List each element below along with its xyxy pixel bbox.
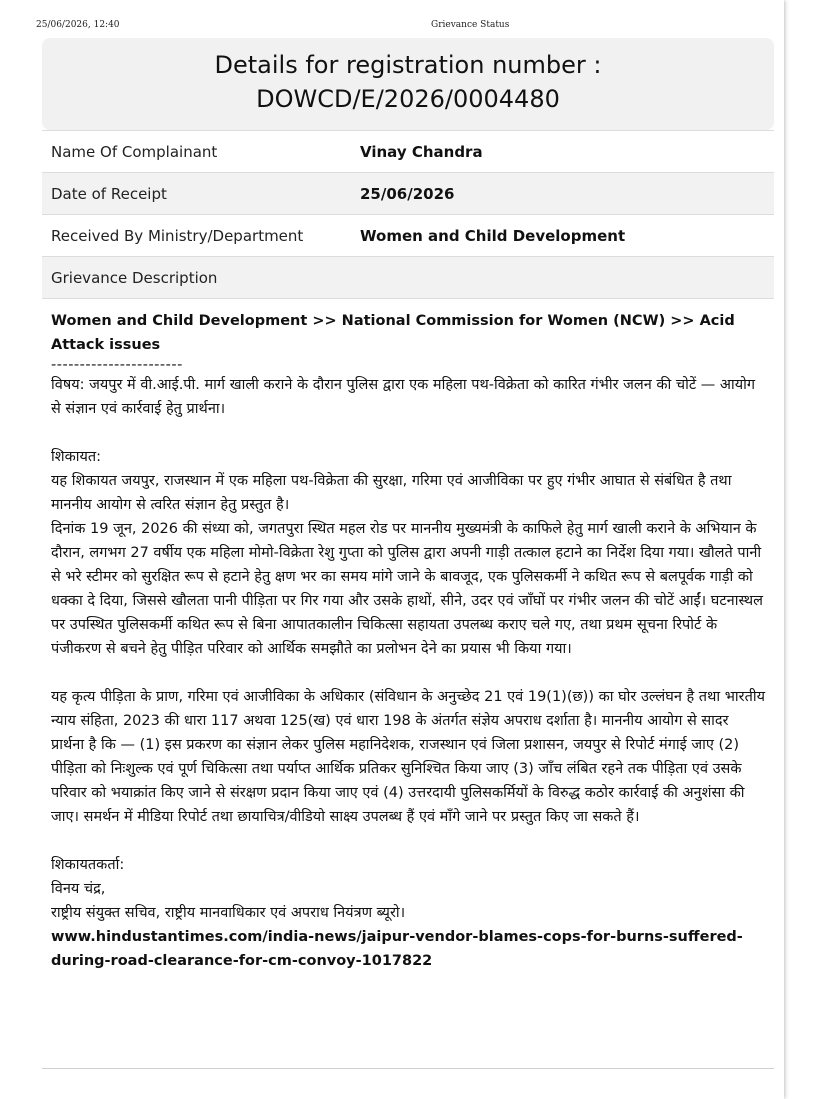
row-value: Women and Child Development — [360, 226, 626, 245]
row-value: Vinay Chandra — [360, 142, 483, 161]
reference-url: www.hindustantimes.com/india-news/jaipur-vendor-blames-cops-for-burns-suffered-during-road-clearance-for-cm-convoy-1017822 — [51, 929, 743, 969]
grievance-card — [42, 38, 774, 973]
complaint-paragraph-2: दिनांक 19 जून, 2026 की संध्या को, जगतपुरा स्थित महल रोड पर माननीय मुख्यमंत्री के काफिले हेतु मार्ग खाली कराने के अभियान के दौरान, लगभग 27 वर्षीय एक महिला मोमो-विक्रेता रेशु गुप्ता को पुलिस द्वारा अपनी गाड़ी तत्काल हटाने का निर्देश दिया गया। खौलते पानी से भरे स्टीमर को सुरक्षित रूप से हटाने हेतु क्षण भर का समय मांगे जाने के बावजूद, एक पुलिसकर्मी ने कथित रूप से बलपूर्वक गाड़ी को धक्का दे दिया, जिससे खौलता पानी पीड़िता पर गिर गया और उसके हाथों, सीने, उदर एवं जाँघों पर गंभीर जलन की चोटें आईं। घटनास्थल पर उपस्थित पुलिसकर्मी कथित रूप से बिना आपातकालीन चिकित्सा सहायता उपलब्ध कराए चले गए, तथा प्रथम सूचना रिपोर्ट के पंजीकरण से बचने हेतु पीड़ित परिवार को आर्थिक समझौते का प्रलोभन देने का प्रयास भी किया गया। — [51, 521, 763, 657]
complaint-paragraph-1: यह शिकायत जयपुर, राजस्थान में एक महिला पथ-विक्रेता की सुरक्षा, गरिमा एवं आजीविका पर हुए गंभीर आघात से संबंधित है तथा माननीय आयोग से त्वरित संज्ञान हेतु प्रस्तुत है। — [51, 473, 732, 513]
bottom-divider — [42, 1068, 774, 1069]
complaint-heading: शिकायत: — [51, 449, 102, 465]
title-box — [42, 38, 774, 130]
row-grievance-description — [42, 256, 774, 298]
category-path: Women and Child Development >> National Commission for Women (NCW) >> Acid Attack issues — [51, 313, 735, 353]
row-label: Name Of Complainant — [51, 142, 218, 161]
row-date-of-receipt — [42, 172, 774, 214]
row-label: Date of Receipt — [51, 184, 167, 203]
complaint-paragraph-3: यह कृत्य पीड़िता के प्राण, गरिमा एवं आजीविका के अधिकार (संविधान के अनुच्छेद 21 एवं 19(1)(छ)) का घोर उल्लंघन है तथा भारतीय न्याय संहिता, 2023 की धारा 117 अथवा 125(ख) एवं धारा 198 के अंतर्गत संज्ञेय अपराध दर्शाता है। माननीय आयोग से सादर प्रार्थना है कि — (1) इस प्रकरण का संज्ञान लेकर पुलिस महानिदेशक, राजस्थान एवं जिला प्रशासन, जयपुर से रिपोर्ट मंगाई जाए (2) पीड़िता को निःशुल्क एवं पूर्ण चिकित्सा तथा पर्याप्त आर्थिक प्रतिकर सुनिश्चित किया जाए (3) जाँच लंबित रहने तक पीड़िता एवं उसके परिवार को भयाक्रांत किए जाने से संरक्षण प्रदान किया जाए एवं (4) उत्तरदायी पुलिसकर्मियों के विरुद्ध कठोर कार्रवाई की अनुशंसा की जाए। समर्थन में मीडिया रिपोर्ट तथा छायाचित्र/वीडियो साक्ष्य उपलब्ध हैं एवं माँगे जाने पर प्रस्तुत किए जा सकते हैं। — [51, 689, 766, 825]
row-complainant-name — [42, 130, 774, 172]
print-datetime: 25/06/2026, 12:40 — [36, 20, 120, 30]
separator-line: ----------------------- — [51, 357, 183, 373]
print-title: Grievance Status — [431, 20, 510, 30]
row-label: Grievance Description — [51, 268, 218, 287]
row-received-by — [42, 214, 774, 256]
subject-line: विषय: जयपुर में वी.आई.पी. मार्ग खाली कराने के दौरान पुलिस द्वारा एक महिला पथ-विक्रेता को कारित गंभीर जलन की चोटें — आयोग से संज्ञान एवं कार्रवाई हेतु प्रार्थना। — [51, 377, 756, 417]
row-label: Received By Ministry/Department — [51, 226, 304, 245]
complainant-title: राष्ट्रीय संयुक्त सचिव, राष्ट्रीय मानवाधिकार एवं अपराध नियंत्रण ब्यूरो। — [51, 905, 406, 921]
row-value: 25/06/2026 — [360, 184, 455, 203]
complainant-heading: शिकायतकर्ता: — [51, 857, 125, 873]
page-title: Details for registration number : — [214, 51, 602, 79]
grievance-description-body — [42, 298, 774, 973]
registration-number: DOWCD/E/2026/0004480 — [256, 85, 560, 113]
complainant-name: विनय चंद्र, — [51, 881, 106, 897]
